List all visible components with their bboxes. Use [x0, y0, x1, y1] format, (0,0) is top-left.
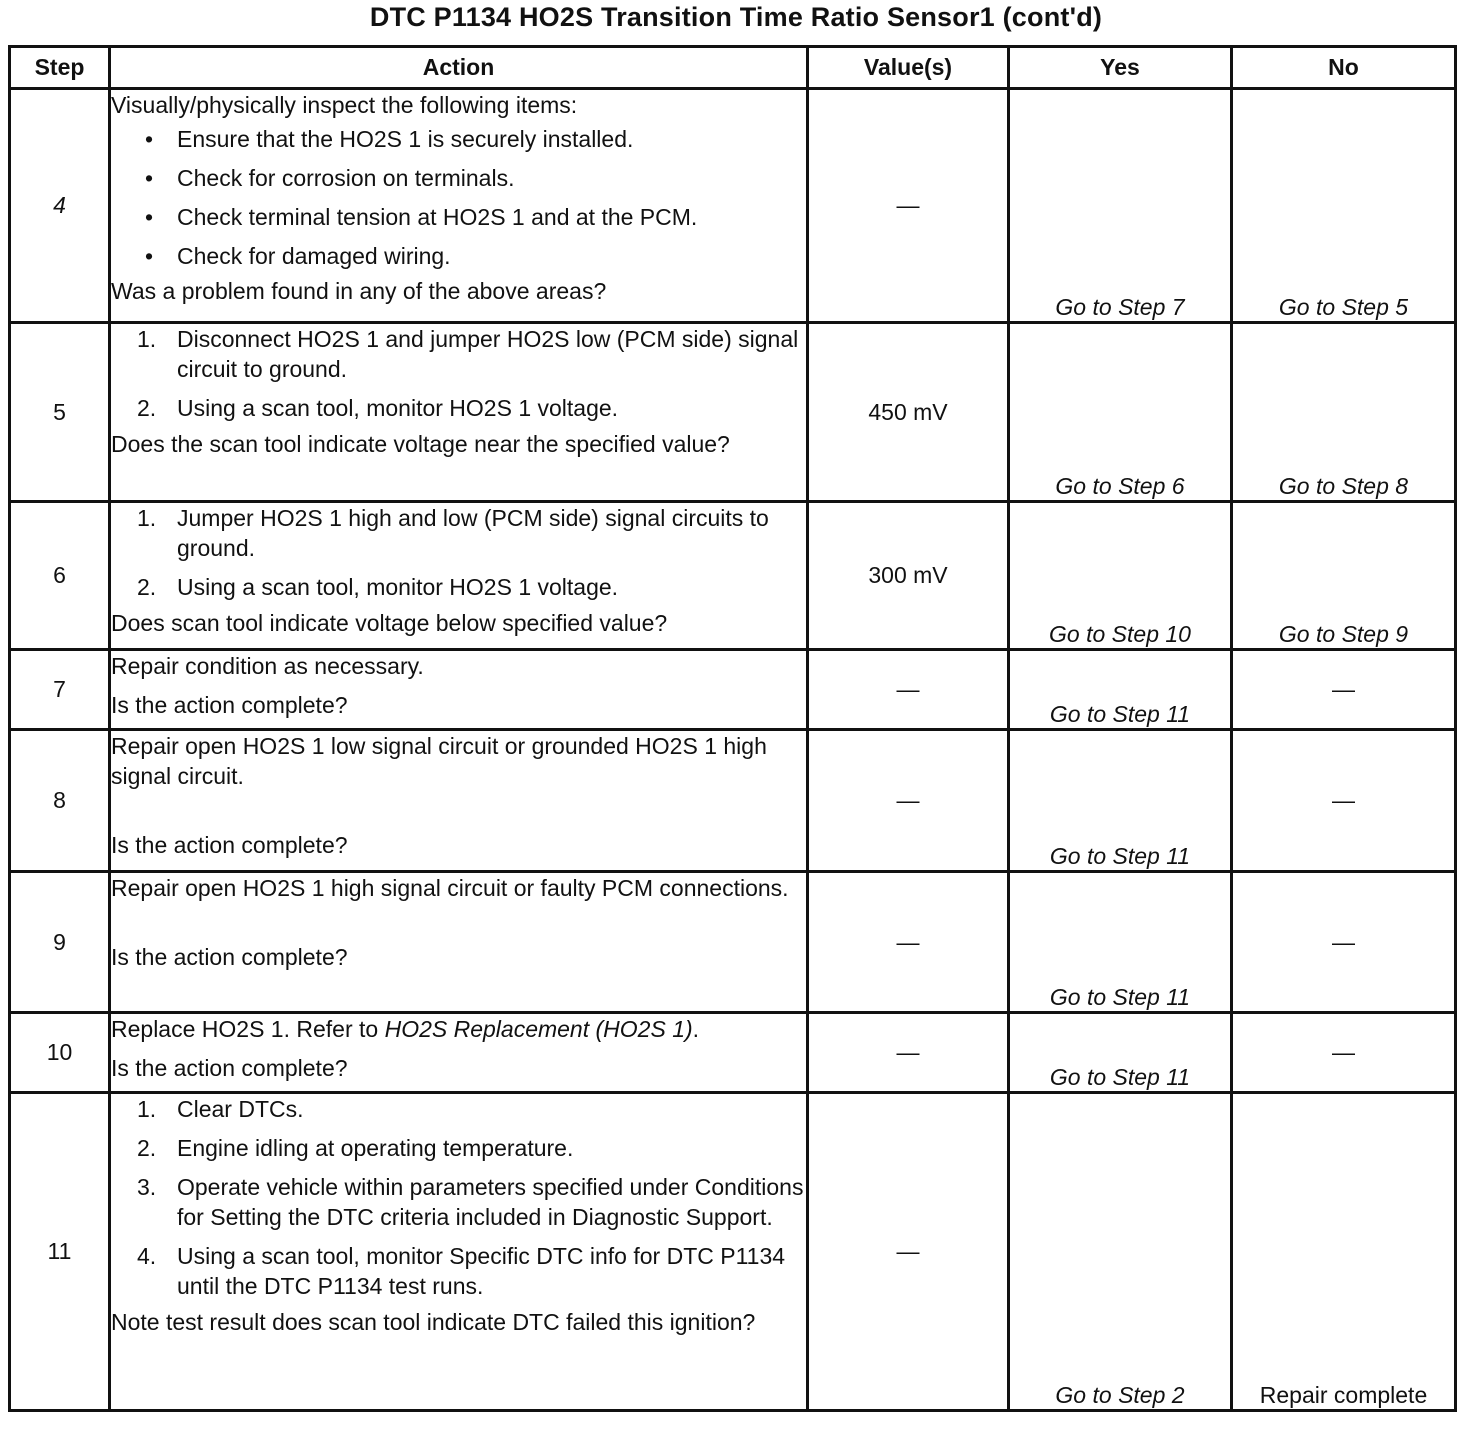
step-number: 11 — [10, 1093, 110, 1411]
header-step: Step — [10, 47, 110, 89]
table-row — [10, 1013, 1456, 1093]
action-cell — [110, 502, 808, 650]
action-text: Repair condition as necessary. — [111, 653, 424, 679]
yes-cell — [1009, 1013, 1232, 1093]
step-number: 6 — [10, 502, 110, 650]
list-item-text: Using a scan tool, monitor HO2S 1 voltage. — [177, 574, 619, 600]
yes-cell — [1009, 323, 1232, 502]
list-item-number: 4. — [137, 1243, 157, 1269]
list-item — [111, 1172, 806, 1232]
step-number: 5 — [10, 323, 110, 502]
action-question: Is the action complete? — [111, 944, 348, 970]
value-cell: 450 mV — [808, 323, 1009, 502]
list-item-number: 2. — [137, 395, 157, 421]
action-question: Does scan tool indicate voltage below specified value? — [111, 610, 668, 636]
table-row — [10, 730, 1456, 872]
list-item-text: Operate vehicle within parameters specified under Conditions for Setting the DTC criteria included in Diagnostic Support. — [177, 1174, 804, 1230]
yes-cell — [1009, 650, 1232, 730]
list-item — [111, 324, 806, 384]
value-cell: — — [808, 1013, 1009, 1093]
action-question: Does the scan tool indicate voltage near the specified value? — [111, 431, 730, 457]
header-row — [10, 47, 1456, 89]
yes-cell — [1009, 1093, 1232, 1411]
step-number: 8 — [10, 730, 110, 872]
action-question: Was a problem found in any of the above areas? — [111, 278, 607, 304]
diagnostic-table — [8, 45, 1457, 1412]
step-number: 4 — [10, 89, 110, 323]
list-item-number: 1. — [137, 505, 157, 531]
action-text-lead: Replace HO2S 1. Refer to — [111, 1016, 385, 1042]
header-yes: Yes — [1009, 47, 1232, 89]
table-row — [10, 650, 1456, 730]
value-cell: — — [808, 650, 1009, 730]
action-cell — [110, 89, 808, 323]
step-number: 7 — [10, 650, 110, 730]
value-cell: — — [808, 1093, 1009, 1411]
yes-link: Go to Step 11 — [1049, 701, 1191, 727]
value-cell: 300 mV — [808, 502, 1009, 650]
list-item: • Check terminal tension at HO2S 1 and at the PCM. — [111, 198, 806, 237]
list-item-text: Using a scan tool, monitor Specific DTC info for DTC P1134 until the DTC P1134 test runs. — [177, 1243, 786, 1299]
header-values: Value(s) — [808, 47, 1009, 89]
action-question: Is the action complete? — [111, 692, 348, 718]
list-item-text: Disconnect HO2S 1 and jumper HO2S low (PCM side) signal circuit to ground. — [177, 326, 799, 382]
list-item — [111, 1241, 806, 1301]
yes-link: Go to Step 6 — [1055, 473, 1185, 499]
action-cell — [110, 650, 808, 730]
list-item-number: 2. — [137, 574, 157, 600]
yes-link: Go to Step 11 — [1049, 984, 1191, 1010]
value-cell: — — [808, 730, 1009, 872]
list-item-number: 1. — [137, 326, 157, 352]
list-item — [111, 503, 806, 563]
no-cell: — — [1232, 650, 1456, 730]
table-row — [10, 872, 1456, 1013]
no-cell: — — [1232, 730, 1456, 872]
table-row — [10, 323, 1456, 502]
page-title: DTC P1134 HO2S Transition Time Ratio Sensor1 (cont'd) — [369, 2, 1103, 32]
no-cell — [1232, 1093, 1456, 1411]
action-cell — [110, 1013, 808, 1093]
list-item — [111, 572, 806, 602]
step-number: 10 — [10, 1013, 110, 1093]
yes-link: Go to Step 10 — [1049, 621, 1191, 647]
action-text — [111, 1014, 806, 1044]
list-item-number: 3. — [137, 1174, 157, 1200]
list-item-text: Check terminal tension at HO2S 1 and at the PCM. — [177, 204, 698, 230]
action-cell — [110, 1093, 808, 1411]
no-cell: — — [1232, 872, 1456, 1013]
header-action: Action — [110, 47, 808, 89]
yes-link: Go to Step 11 — [1049, 843, 1191, 869]
yes-cell — [1009, 502, 1232, 650]
value-cell: — — [808, 89, 1009, 323]
yes-link: Go to Step 7 — [1055, 294, 1185, 320]
no-cell — [1232, 89, 1456, 323]
action-question: Is the action complete? — [111, 1055, 348, 1081]
no-cell: — — [1232, 1013, 1456, 1093]
action-cell — [110, 730, 808, 872]
step-number: 9 — [10, 872, 110, 1013]
yes-link: Go to Step 2 — [1055, 1382, 1185, 1408]
action-text: Repair open HO2S 1 low signal circuit or grounded HO2S 1 high signal circuit. — [111, 733, 767, 789]
action-text-tail: . — [692, 1016, 700, 1042]
list-item-text: Check for damaged wiring. — [177, 243, 451, 269]
list-item — [111, 393, 806, 423]
action-question: Is the action complete? — [111, 832, 348, 858]
action-cell — [110, 872, 808, 1013]
list-item-number: 1. — [137, 1096, 157, 1122]
no-link: Go to Step 5 — [1278, 294, 1409, 320]
list-item-text: Using a scan tool, monitor HO2S 1 voltage. — [177, 395, 619, 421]
yes-cell — [1009, 89, 1232, 323]
table-row — [10, 89, 1456, 323]
reference-link[interactable]: HO2S Replacement (HO2S 1) — [384, 1016, 693, 1042]
list-item: • Ensure that the HO2S 1 is securely installed. — [111, 120, 806, 159]
list-item-text: Engine idling at operating temperature. — [177, 1135, 574, 1161]
no-cell — [1232, 502, 1456, 650]
no-link: Go to Step 9 — [1278, 621, 1409, 647]
no-result: Repair complete — [1259, 1382, 1428, 1408]
list-item — [111, 1094, 806, 1124]
action-cell — [110, 323, 808, 502]
list-item-text: Jumper HO2S 1 high and low (PCM side) signal circuits to ground. — [177, 505, 769, 561]
table-row — [10, 502, 1456, 650]
yes-cell — [1009, 872, 1232, 1013]
action-text: Repair open HO2S 1 high signal circuit or faulty PCM connections. — [111, 875, 789, 901]
list-item-number: 2. — [137, 1135, 157, 1161]
list-item-text: Clear DTCs. — [177, 1096, 304, 1122]
list-item — [111, 1133, 806, 1163]
yes-cell — [1009, 730, 1232, 872]
table-row — [10, 1093, 1456, 1411]
value-cell: — — [808, 872, 1009, 1013]
list-item-text: Ensure that the HO2S 1 is securely installed. — [177, 126, 634, 152]
action-question: Note test result does scan tool indicate DTC failed this ignition? — [111, 1309, 756, 1335]
no-link: Go to Step 8 — [1278, 473, 1409, 499]
action-intro: Visually/physically inspect the following items: — [111, 92, 578, 118]
list-item: • Check for corrosion on terminals. — [111, 159, 806, 198]
header-no: No — [1232, 47, 1456, 89]
list-item-text: Check for corrosion on terminals. — [177, 165, 515, 191]
no-cell — [1232, 323, 1456, 502]
list-item: • Check for damaged wiring. — [111, 237, 806, 276]
yes-link: Go to Step 11 — [1049, 1064, 1191, 1090]
